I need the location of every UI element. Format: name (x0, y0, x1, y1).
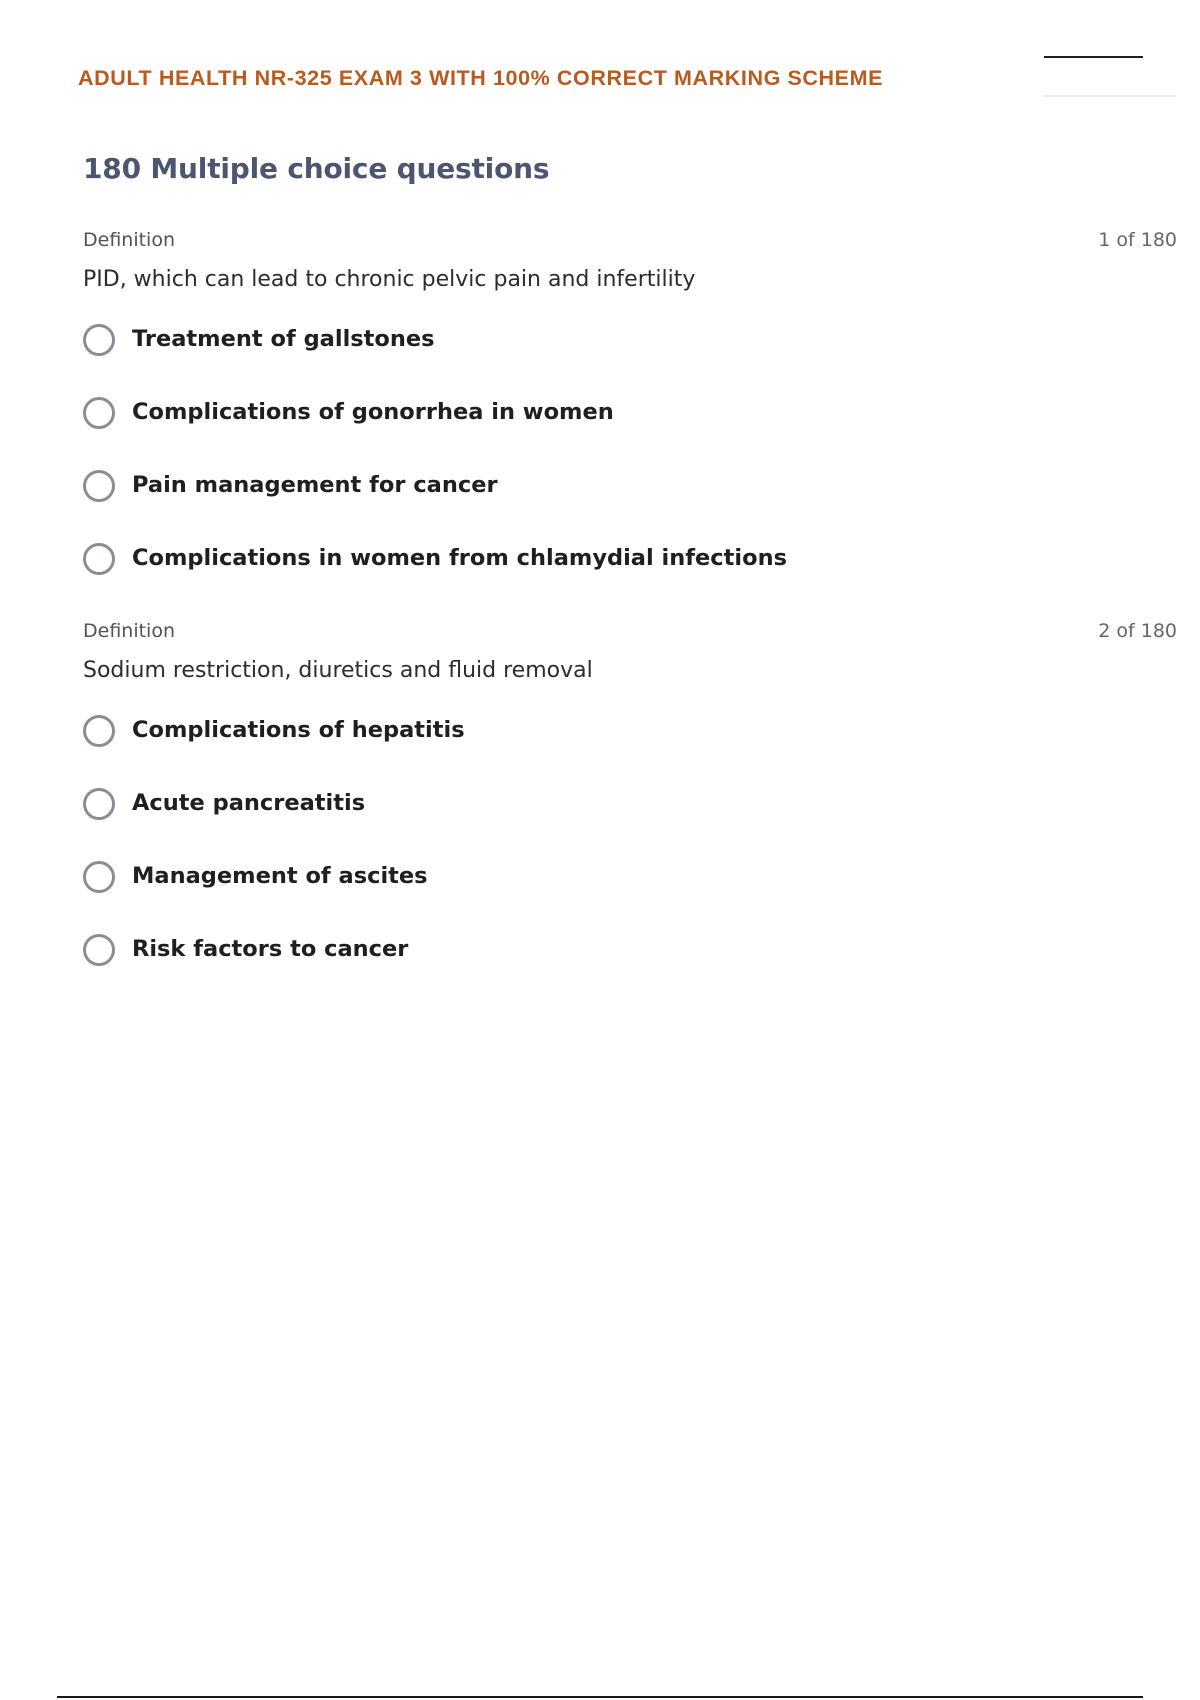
radio-button[interactable] (83, 397, 115, 429)
radio-button[interactable] (83, 861, 115, 893)
question-card-2 (83, 620, 1177, 962)
radio-button[interactable] (83, 324, 115, 356)
answer-option-label: Pain management for cancer (132, 472, 498, 498)
answer-option-label: Complications of gonorrhea in women (132, 399, 614, 425)
answer-option-label: Complications of hepatitis (132, 717, 465, 743)
question-prompt: PID, which can lead to chronic pelvic pain and infertility (83, 267, 696, 292)
answer-option-label: Acute pancreatitis (132, 790, 366, 816)
question-type-label: Definition (83, 620, 176, 642)
answer-option-label: Risk factors to cancer (132, 936, 409, 962)
answer-option-label: Complications in women from chlamydial infections (132, 545, 787, 571)
header-rule (1044, 56, 1143, 58)
question-type-label: Definition (83, 229, 176, 251)
radio-button[interactable] (83, 934, 115, 966)
question-prompt: Sodium restriction, diuretics and fluid removal (83, 658, 593, 683)
answer-option-label: Management of ascites (132, 863, 428, 889)
answer-option-label: Treatment of gallstones (132, 326, 435, 352)
footer-rule (57, 1696, 1143, 1698)
question-counter: 1 of 180 (1098, 229, 1177, 251)
question-card-1 (83, 229, 1177, 571)
document-title: ADULT HEALTH NR-325 EXAM 3 WITH 100% CORRECT MARKING SCHEME (78, 66, 884, 90)
radio-button[interactable] (83, 788, 115, 820)
header-rule-faint (1044, 95, 1176, 97)
question-set-heading: 180 Multiple choice questions (83, 152, 550, 185)
radio-button[interactable] (83, 715, 115, 747)
radio-button[interactable] (83, 543, 115, 575)
question-header (83, 229, 1177, 253)
question-counter: 2 of 180 (1098, 620, 1177, 642)
radio-button[interactable] (83, 470, 115, 502)
question-header (83, 620, 1177, 644)
